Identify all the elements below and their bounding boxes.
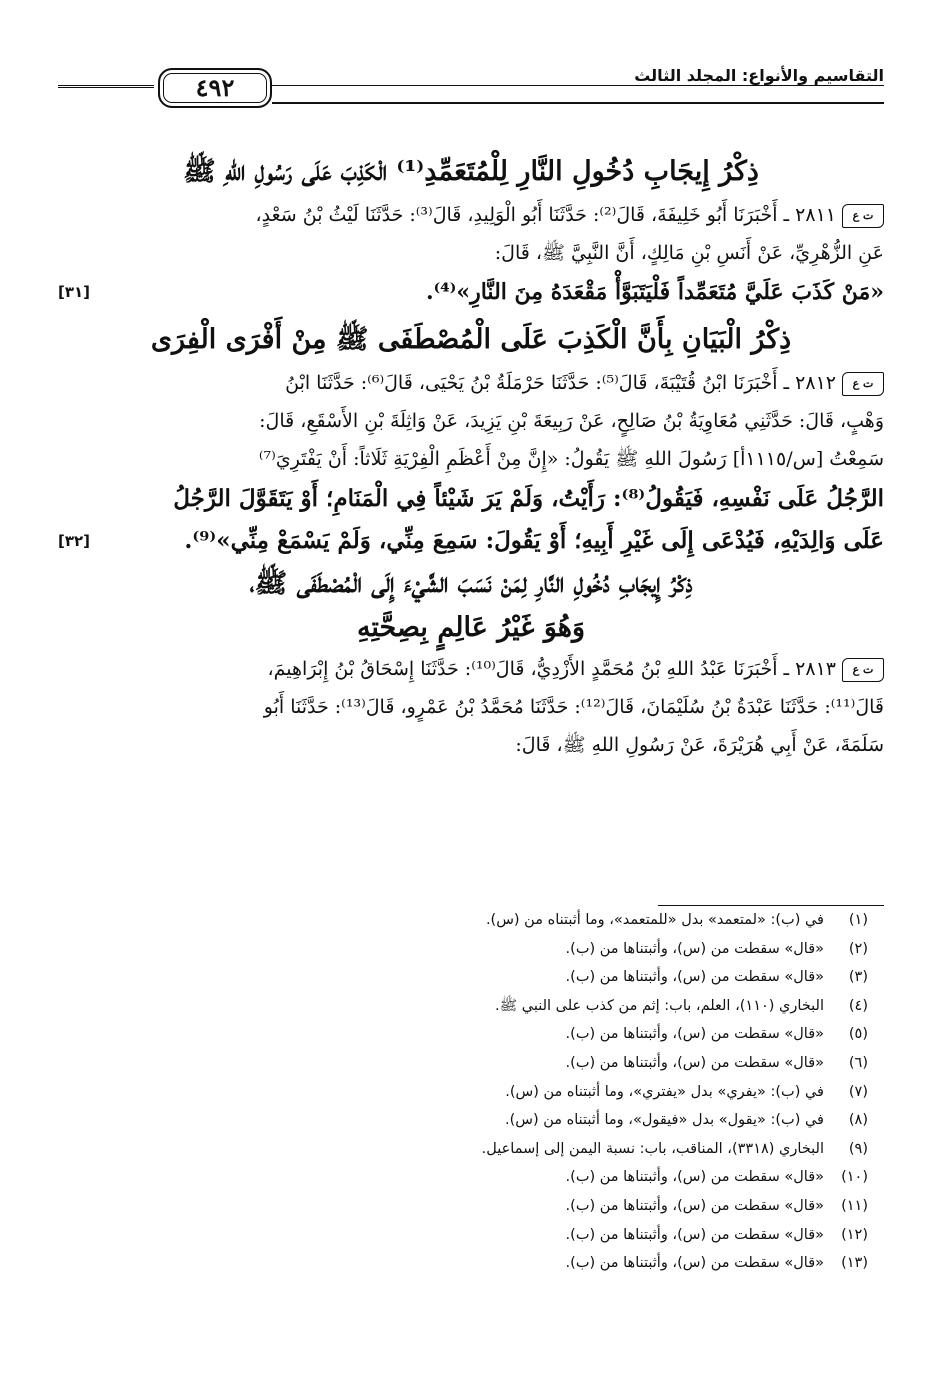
footnote-number: (٥) <box>848 1026 868 1043</box>
footnote <box>58 1020 884 1049</box>
footnote-text: في (ب): «يفري» بدل «يفتري»، وما أثبتناه من (س). <box>505 1083 824 1100</box>
hadith-reference: [٣١] <box>58 283 91 301</box>
isnad-line: ٢٨١١ ـ أَخْبَرَنَا أَبُو خَلِيفَةَ، قَالَ⁽²⁾: حَدَّثَنَا أَبُو الْوَلِيدِ، قَالَ⁽³⁾: حَدَّثَنَا لَيْثُ بْنُ سَعْدٍ، <box>255 204 836 226</box>
footnote-text: «قال» سقطت من (س)، وأثبتناها من (ب). <box>565 1197 824 1214</box>
hadith-badge-icon: ت ع <box>842 372 884 396</box>
footnotes <box>58 906 884 1278</box>
isnad-line: ٢٨١٢ ـ أَخْبَرَنَا ابْنُ قُتَيْبَةَ، قَالَ⁽⁵⁾: حَدَّثَنَا حَرْمَلَةُ بْنُ يَحْيَى، قَالَ⁽⁶⁾: حَدَّثَنَا ابْنُ <box>285 372 836 394</box>
isnad-line: قَالَ⁽¹¹⁾: حَدَّثَنَا عَبْدَةُ بْنُ سُلَيْمَانَ، قَالَ⁽¹²⁾: حَدَّثَنَا مُحَمَّدُ بْنُ عَمْرٍو، قَالَ⁽¹³⁾: حَدَّثَنَا أَبُو <box>263 696 884 718</box>
header-rule-left <box>58 85 154 88</box>
page-header <box>58 68 884 114</box>
chapter-heading: ذِكْرُ إِيجَابِ دُخُولِ النَّارِ لِلْمُتَعَمِّدِ⁽¹⁾ الْكَذِبَ عَلَى رَسُولِ اللهِ ﷺ <box>183 156 759 187</box>
footnote-text: «قال» سقطت من (س)، وأثبتناها من (ب). <box>565 940 824 957</box>
footnote <box>58 1221 884 1250</box>
page-number-box <box>158 68 272 108</box>
footnote-number: (١٢) <box>841 1226 868 1243</box>
hadith-reference: [٣٢] <box>58 532 91 550</box>
matn-line: عَلَى وَالِدَيْهِ، فَيُدْعَى إِلَى غَيْرِ أَبِيهِ؛ أَوْ يَقُولَ: سَمِعَ مِنِّي، وَلَمْ يَسْمَعْ مِنِّي»⁽⁹⁾. <box>184 527 884 554</box>
footnote-number: (٦) <box>848 1054 868 1071</box>
footnote <box>58 1078 884 1107</box>
footnote-text: البخاري (١١٠)، العلم، باب: إثم من كذب على النبي ﷺ. <box>495 997 824 1014</box>
matn-line: الرَّجُلُ عَلَى نَفْسِهِ، فَيَقُولُ⁽⁸⁾: رَأَيْتُ، وَلَمْ يَرَ شَيْئاً فِي الْمَنَامِ؛ أَوْ يَتَقَوَّلَ الرَّجُلُ <box>173 485 884 512</box>
footnote <box>58 906 884 935</box>
header-rule <box>272 85 884 86</box>
footnote-number: (١٣) <box>841 1255 868 1272</box>
isnad-line: وَهْبٍ، قَالَ: حَدَّثَنِي مُعَاوِيَةُ بْنُ صَالِحٍ، عَنْ رَبِيعَةَ بْنِ يَزِيدَ، عَنْ وَاثِلَةَ بْنِ الأَسْقَعِ، قَالَ: <box>259 410 884 432</box>
footnote <box>58 963 884 992</box>
book-title: التقاسيم والأنواع: المجلد الثالث <box>624 66 884 85</box>
footnote-text: «قال» سقطت من (س)، وأثبتناها من (ب). <box>565 1169 824 1186</box>
footnote-text: البخاري (٣٣١٨)، المناقب، باب: نسبة اليمن إلى إسماعيل. <box>481 1140 824 1157</box>
hadith-isnad <box>58 364 884 402</box>
matn-text: «مَنْ كَذَبَ عَلَيَّ مُتَعَمِّداً فَلْيَتَبَوَّأْ مَقْعَدَهُ مِنَ النَّارِ»⁽⁴⁾. <box>425 279 884 305</box>
footnote <box>58 1135 884 1164</box>
footnote-text: «قال» سقطت من (س)، وأثبتناها من (ب). <box>565 1026 824 1043</box>
footnote <box>58 1192 884 1221</box>
main-text <box>58 148 884 764</box>
footnote <box>58 1049 884 1078</box>
chapter-heading: وَهُوَ غَيْرُ عَالِمٍ بِصِحَّتِهِ <box>356 612 586 643</box>
footnote <box>58 1106 884 1135</box>
footnote <box>58 992 884 1021</box>
footnote-text: «قال» سقطت من (س)، وأثبتناها من (ب). <box>565 1226 824 1243</box>
header-rule-bottom <box>272 102 884 104</box>
footnote-text: «قال» سقطت من (س)، وأثبتناها من (ب). <box>565 969 824 986</box>
footnote-number: (٧) <box>848 1083 868 1100</box>
hadith-badge-icon: ت ع <box>842 658 884 682</box>
footnote-number: (١) <box>848 912 868 928</box>
isnad-line: ٢٨١٣ ـ أَخْبَرَنَا عَبْدُ اللهِ بْنُ مُحَمَّدٍ الأَزْدِيُّ، قَالَ⁽¹⁰⁾: حَدَّثَنَا إِسْحَاقُ بْنُ إِبْرَاهِيمَ، <box>267 658 836 680</box>
chapter-heading: ذِكْرُ الْبَيَانِ بِأَنَّ الْكَذِبَ عَلَى الْمُصْطَفَى ﷺ مِنْ أَفْرَى الْفِرَى <box>150 324 792 355</box>
footnote-text: «قال» سقطت من (س)، وأثبتناها من (ب). <box>565 1054 824 1071</box>
hadith-badge-icon: ت ع <box>842 204 884 228</box>
footnote <box>58 1163 884 1192</box>
page-number: ٤٩٢ <box>195 73 235 102</box>
isnad-line: سَلَمَةَ، عَنْ أَبِي هُرَيْرَةَ، عَنْ رَسُولِ اللهِ ﷺ، قَالَ: <box>515 734 884 756</box>
hadith-matn <box>58 520 884 562</box>
hadith-isnad <box>58 650 884 688</box>
footnote-text: في (ب): «يقول» بدل «فيقول»، وما أثبتناه من (س). <box>505 1112 824 1129</box>
footnote <box>58 935 884 964</box>
footnote-text: في (ب): «لمتعمد» بدل «للمتعمد»، وما أثبتناه من (س). <box>485 912 824 928</box>
footnote-number: (٢) <box>848 940 868 957</box>
hadith-isnad <box>58 196 884 234</box>
footnote <box>58 1249 884 1278</box>
hadith-matn <box>58 272 884 312</box>
footnote-number: (٣) <box>848 969 868 986</box>
chapter-heading: ذِكْرُ إِيجَابِ دُخُولِ النَّارِ لِمَنْ نَسَبَ الشَّيْءَ إِلَى الْمُصْطَفَى ﷺ، <box>249 568 693 599</box>
footnote-number: (١١) <box>841 1197 868 1214</box>
footnote-number: (١٠) <box>841 1169 868 1186</box>
footnote-number: (٨) <box>848 1112 868 1129</box>
footnote-number: (٤) <box>848 997 868 1014</box>
footnote-text: «قال» سقطت من (س)، وأثبتناها من (ب). <box>565 1255 824 1272</box>
isnad-line: سَمِعْتُ [س/١١١٥أ] رَسُولَ اللهِ ﷺ يَقُولُ: «إِنَّ مِنْ أَعْظَمِ الْفِرْيَةِ ثَلَاثاً: أَنْ يَفْتَرِيَ⁽⁷⁾ <box>258 448 884 470</box>
footnote-number: (٩) <box>848 1140 868 1157</box>
isnad-line: عَنِ الزُّهْرِيِّ، عَنْ أَنَسِ بْنِ مَالِكٍ، أَنَّ النَّبِيَّ ﷺ، قَالَ: <box>494 242 884 264</box>
